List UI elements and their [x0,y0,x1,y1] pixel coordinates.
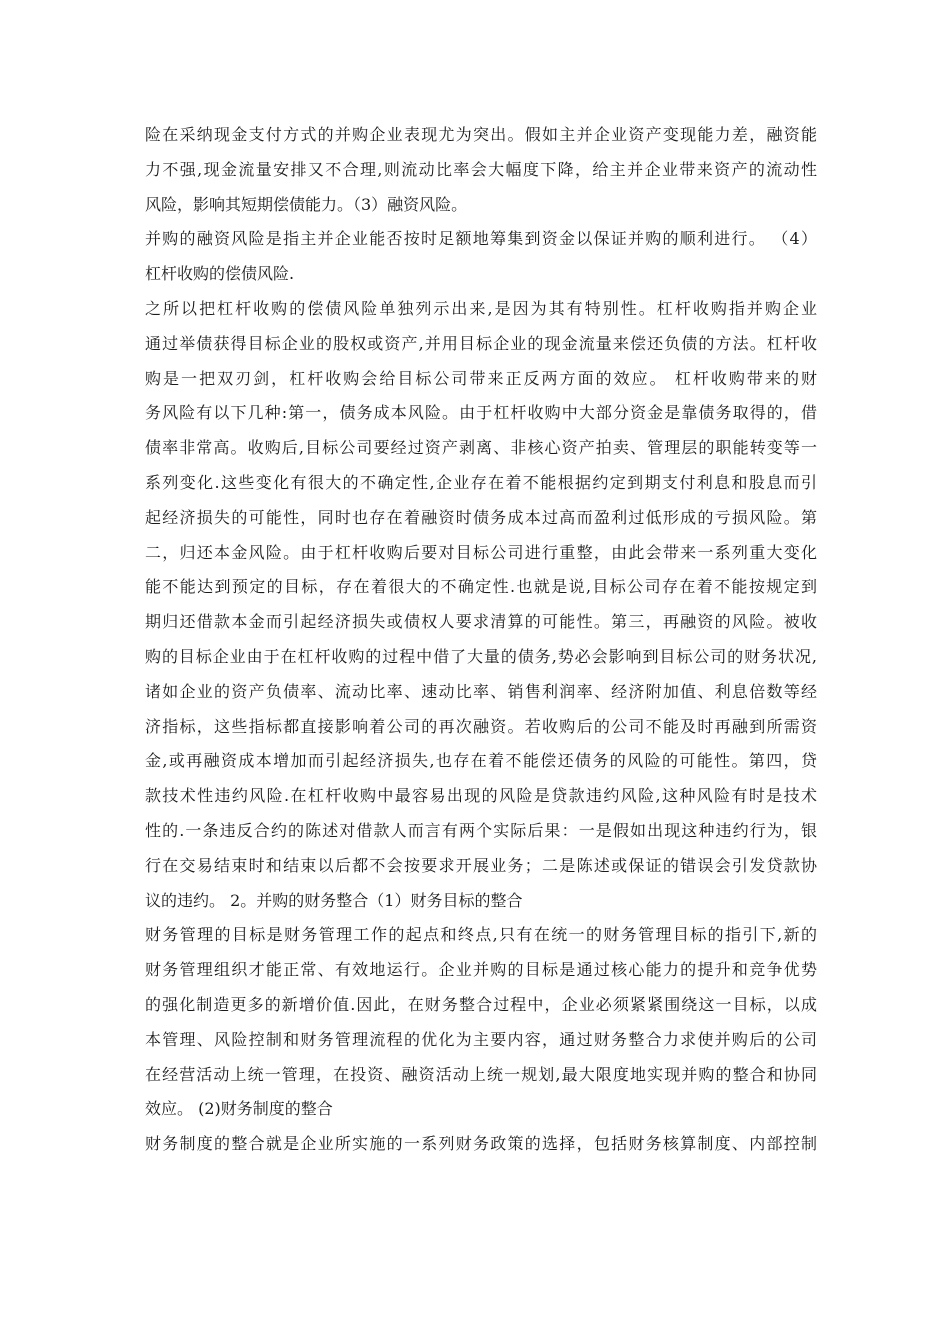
text-line: 务风险有以下几种:第一，债务成本风险。由于杠杆收购中大部分资金是靠债务取得的，借 [145,403,817,423]
text-line: 财务管理的目标是财务管理工作的起点和终点,只有在统一的财务管理目标的指引下,新的 [145,925,817,945]
text-line: 购的目标企业由于在杠杆收购的过程中借了大量的债务,势必会影响到目标公司的财务状况, [145,646,817,666]
text-line: 的强化制造更多的新增价值.因此，在财务整合过程中，企业必须紧紧围绕这一目标，以成 [145,994,817,1014]
text-line: 在经营活动上统一管理，在投资、融资活动上统一规划,最大限度地实现并购的整合和协同 [145,1064,817,1084]
body-text [145,118,817,1162]
text-line: 险在采纳现金支付方式的并购企业表现尤为突出。假如主并企业资产变现能力差，融资能 [145,125,817,144]
text-line: 性的.一条违反合约的陈述对借款人而言有两个实际后果：一是假如出现这种违约行为，银 [145,820,817,840]
text-line: 二，归还本金风险。由于杠杆收购后要对目标公司进行重整，由此会带来一系列重大变化 [145,542,817,562]
text-line: 议的违约。 2。并购的财务整合（1）财务目标的整合 [145,890,523,910]
text-line: 诸如企业的资产负债率、流动比率、速动比率、销售利润率、经济附加值、利息倍数等经 [145,681,817,701]
text-line: 能不能达到预定的目标，存在着很大的不确定性.也就是说,目标公司存在着不能按规定到 [145,577,817,597]
text-line: 金,或再融资成本增加而引起经济损失,也存在着不能偿还债务的风险的可能性。第四，贷 [145,751,817,771]
text-line: 起经济损失的可能性，同时也存在着融资时债务成本过高而盈利过低形成的亏损风险。第 [145,507,817,527]
text-line: 行在交易结束时和结束以后都不会按要求开展业务；二是陈述或保证的错误会引发贷款协 [145,855,817,875]
text-line: 之所以把杠杆收购的偿债风险单独列示出来,是因为其有特别性。杠杆收购指并购企业 [145,298,817,318]
text-line: 期归还借款本金而引起经济损失或债权人要求清算的可能性。第三，再融资的风险。被收 [145,612,817,632]
text-line: 债率非常高。收购后,目标公司要经过资产剥离、非核心资产拍卖、管理层的职能转变等一 [145,438,817,458]
text-line: 财务管理组织才能正常、有效地运行。企业并购的目标是通过核心能力的提升和竞争优势 [145,960,817,980]
text-line: 购是一把双刃剑，杠杆收购会给目标公司带来正反两方面的效应。 杠杆收购带来的财 [145,368,817,388]
text-line: 杠杆收购的偿债风险. [145,264,295,284]
text-line: 并购的融资风险是指主并企业能否按时足额地筹集到资金以保证并购的顺利进行。 （4） [145,229,817,249]
text-line: 通过举债获得目标企业的股权或资产,并用目标企业的现金流量来偿还负债的方法。杠杆收 [145,333,817,353]
text-line: 本管理、风险控制和财务管理流程的优化为主要内容，通过财务整合力求使并购后的公司 [145,1029,817,1049]
text-line: 系列变化.这些变化有很大的不确定性,企业存在着不能根据约定到期支付利息和股息而引 [145,472,817,492]
text-line: 力不强,现金流量安排又不合理,则流动比率会大幅度下降，给主并企业带来资产的流动性 [145,159,817,179]
text-line: 款技术性违约风险.在杠杆收购中最容易出现的风险是贷款违约风险,这种风险有时是技术 [145,786,817,806]
text-line: 风险，影响其短期偿债能力。（3）融资风险。 [145,194,468,214]
text-line: 效应。 (2)财务制度的整合 [145,1099,333,1119]
text-line: 财务制度的整合就是企业所实施的一系列财务政策的选择，包括财务核算制度、内部控制 [145,1134,817,1154]
text-line: 济指标，这些指标都直接影响着公司的再次融资。若收购后的公司不能及时再融到所需资 [145,716,817,736]
